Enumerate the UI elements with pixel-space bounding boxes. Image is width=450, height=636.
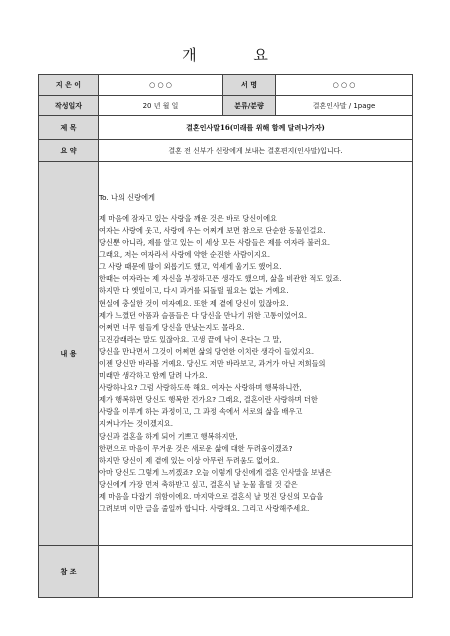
- content-line: 당신과 결혼을 하게 되어 기쁘고 행복하지만,: [99, 431, 238, 441]
- reference-value[interactable]: [99, 546, 413, 598]
- category-label: 분류/분량: [223, 96, 276, 116]
- content-row: [39, 162, 413, 546]
- content-line: 현실에 충실한 것이 여자예요. 또한 제 곁에 당신이 있잖아요.: [99, 298, 289, 308]
- content-line: 그 사랑 때문에 많이 외롭기도 했고, 억세게 울기도 했어요.: [99, 262, 282, 272]
- summary-row: [39, 140, 413, 162]
- content-line: [99, 204, 412, 213]
- content-line: 그래요, 저는 여자라서 사랑에 약한 순진한 사람이지요.: [99, 250, 271, 260]
- summary-label: 요 약: [39, 140, 99, 162]
- content-line: 한때는 여자라는 제 자신을 부정하고픈 생각도 했으며, 삶을 비관한 적도 있죠.: [99, 274, 342, 284]
- content-line: 고진감래라는 말도 있잖아요. 고생 끝에 낙이 온다는 그 말,: [99, 334, 282, 344]
- overview-form-table: [38, 74, 413, 598]
- author-label: 지 은 이: [39, 75, 99, 96]
- date-row: [39, 96, 413, 116]
- content-line: 미래만 생각하고 함께 달려 나가요.: [99, 371, 208, 381]
- subject-row: [39, 116, 413, 140]
- content-line: 제가 느꼈던 아픔과 슬픔들은 다 당신을 만나기 위한 고통이었어요.: [99, 310, 308, 320]
- author-row: [39, 75, 413, 96]
- document-title: 개 요: [182, 46, 294, 64]
- date-value[interactable]: 20 년 월 일: [99, 96, 223, 116]
- content-line: 여자는 사랑에 웃고, 사랑에 우는 어찌게 보면 참으로 단순한 동물인걸요.: [99, 225, 326, 235]
- category-value[interactable]: 결혼인사말 / 1page: [276, 96, 413, 116]
- content-line: 제가 행복하면 당신도 행복한 건가요? 그래요, 결혼이란 사랑하며 더한: [99, 395, 318, 405]
- content-line: 제 마음을 다잡기 위함이에요. 마지막으로 결혼식 날 멋진 당신의 모습을: [99, 492, 324, 502]
- content-line: 당신을 만나면서 그것이 어쩌면 삶의 당연한 이치란 생각이 들었지요.: [99, 346, 314, 356]
- reference-label: 참 조: [39, 546, 99, 598]
- content-line: 그려보며 이만 글을 줄일까 합니다. 사랑해요. 그리고 사랑해주세요.: [99, 504, 310, 514]
- content-line: 아마 당신도 그렇게 느끼겠죠? 오늘 이렇게 당신에게 결혼 인사말을 보냄은: [99, 467, 332, 477]
- content-lines: [99, 192, 412, 515]
- content-line: 이젠 당신만 바라볼 거예요. 당신도 저만 바라보고, 과거가 아닌 저희들의: [99, 359, 326, 368]
- content-line: 사랑하나요? 그럼 사랑하도록 해요. 여자는 사랑하며 행복하니깐,: [99, 383, 302, 393]
- content-line: 지켜나가는 것이겠지요.: [99, 419, 174, 429]
- author-value[interactable]: ○ ○ ○: [99, 75, 223, 96]
- content-line: 당신에게 가장 먼저 축하받고 싶고, 결혼식 날 눈물 흘릴 것 같은: [99, 479, 298, 489]
- content-label: 내 용: [39, 162, 99, 546]
- content-line: 하지만 다 옛일이고, 다시 과거를 되돌릴 필요는 없는 거예요.: [99, 286, 289, 296]
- content-line: 제 마음에 잠자고 있는 사랑을 깨운 것은 바로 당신이에요: [99, 213, 277, 223]
- subject-label: 제 목: [39, 116, 99, 140]
- content-line: 어쩌면 너무 힘들게 당신을 만났는지도 몰라요.: [99, 322, 245, 332]
- content-line: 당신뿐 아니라, 제를 알고 있는 이 세상 모든 사람들은 제를 여자라 불러요.: [99, 238, 331, 248]
- content-line: 한편으로 마음이 무거운 것은 새로운 삶에 대한 두려움이겠죠?: [99, 443, 293, 453]
- date-label: 작성일자: [39, 96, 99, 116]
- content-body[interactable]: [99, 162, 413, 546]
- content-line: 하지만 당신이 제 곁에 있는 이상 아무런 두려움도 없어요.: [99, 455, 280, 465]
- summary-value[interactable]: 결혼 전 신부가 신랑에게 보내는 결혼편지(인사말)입니다.: [99, 140, 413, 162]
- content-line: 사랑을 이루게 하는 과정이고, 그 과정 속에서 서로의 삶을 배우고: [99, 407, 303, 417]
- subject-value[interactable]: 결혼인사말16(미래를 위해 함께 달려나가자): [99, 116, 413, 140]
- reference-row: [39, 546, 413, 598]
- signature-value[interactable]: ○ ○ ○: [276, 75, 413, 96]
- content-line: To. 나의 신랑에게: [99, 192, 155, 202]
- signature-label: 서 명: [223, 75, 276, 96]
